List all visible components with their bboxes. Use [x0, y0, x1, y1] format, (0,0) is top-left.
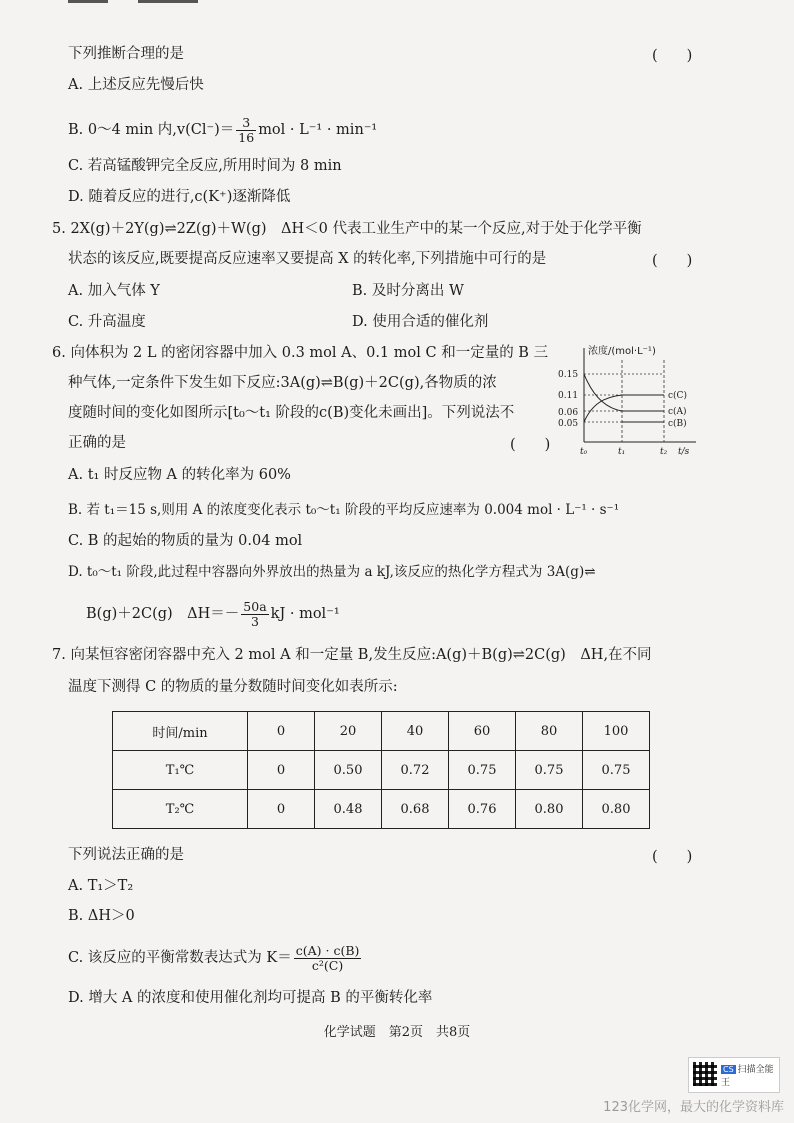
scanner-badge	[688, 1057, 780, 1093]
option-d-line2: B(g)＋2C(g) ΔH＝－ $\frac{50a}{3}$ kJ · mol⁻¹	[86, 598, 340, 629]
option-b: B. ΔH＞0	[68, 908, 135, 924]
x-axis-label: t/s	[678, 447, 690, 457]
question-prompt: 下列推断合理的是	[68, 46, 184, 62]
table-cell: 0.75	[583, 751, 650, 790]
table-cell: 0.80	[583, 790, 650, 829]
table-cell: 0	[248, 712, 315, 751]
label-c-B: c(B)	[668, 419, 687, 429]
option-b: B. 0～4 min 内,v(Cl⁻)＝ $\frac{3}{16}$ mol · L⁻¹ · min⁻¹	[68, 114, 378, 145]
answer-paren: ( )	[652, 253, 693, 269]
top-edge-marks	[60, 0, 220, 4]
option-d: D. 随着反应的进行,c(K⁺)逐渐降低	[68, 189, 291, 205]
table-cell: 0.75	[516, 751, 583, 790]
table-cell: 0.80	[516, 790, 583, 829]
option-c: C. B 的起始的物质的量为 0.04 mol	[68, 533, 303, 549]
x-tick-t1: t₁	[618, 447, 626, 457]
option-c: C. 升高温度	[68, 314, 146, 330]
badge-label: 扫描全能王	[721, 1065, 774, 1088]
answer-paren: ( )	[510, 437, 551, 453]
option-b: B. 若 t₁＝15 s,则用 A 的浓度变化表示 t₀～t₁ 阶段的平均反应速率为 0.004 mol · L⁻¹ · s⁻¹	[68, 502, 620, 518]
qr-code-icon	[693, 1062, 717, 1086]
question-5-line2: 状态的该反应,既要提高反应速率又要提高 X 的转化率,下列措施中可行的是	[68, 251, 547, 267]
table-cell: 80	[516, 712, 583, 751]
y-tick-0.15: 0.15	[558, 370, 579, 380]
fraction: $\frac{50a}{3}$	[243, 598, 267, 629]
table-row	[113, 790, 650, 829]
option-d: D. 使用合适的催化剂	[352, 314, 489, 330]
concentration-chart	[558, 342, 698, 460]
table-cell: T₁℃	[113, 751, 248, 790]
table-cell: 时间/min	[113, 712, 248, 751]
series-c-C	[584, 395, 664, 422]
question-5: 5. 2X(g)＋2Y(g)⇌2Z(g)＋W(g) ΔH＜0 代表工业生产中的某一个反应,对于处于化学平衡	[52, 221, 642, 237]
question-6-line4: 正确的是	[68, 435, 126, 451]
question-7-line2: 温度下测得 C 的物质的量分数随时间变化如表所示:	[68, 679, 398, 695]
fraction: $\frac{c(A) \cdot c(B)}{\text{c²(C)}}$	[295, 942, 360, 973]
table-cell: 100	[583, 712, 650, 751]
watermark: 123化学网，最大的化学资料库	[603, 1100, 784, 1115]
option-a: A. T₁＞T₂	[68, 878, 134, 894]
table-cell: 0	[248, 751, 315, 790]
data-table	[112, 711, 650, 829]
x-tick-t2: t₂	[660, 447, 668, 457]
label-c-C: c(C)	[668, 391, 687, 401]
table-cell: 0	[248, 790, 315, 829]
table-row	[113, 751, 650, 790]
option-c: C. 若高锰酸钾完全反应,所用时间为 8 min	[68, 158, 342, 174]
question-6: 6. 向体积为 2 L 的密闭容器中加入 0.3 mol A、0.1 mol C 和一定量的 B 三	[52, 345, 549, 361]
question-7: 7. 向某恒容密闭容器中充入 2 mol A 和一定量 B,发生反应:A(g)＋B(g)⇌2C(g) ΔH,在不同	[52, 647, 652, 663]
option-a: A. 加入气体 Y	[68, 283, 160, 299]
fraction: $\frac{3}{16}$	[238, 114, 255, 145]
x-tick-t0: t₀	[580, 447, 588, 457]
y-tick-0.05: 0.05	[558, 419, 579, 429]
table-cell: 0.68	[382, 790, 449, 829]
table-cell: 0.76	[449, 790, 516, 829]
label-c-A: c(A)	[668, 407, 687, 417]
cs-logo-icon: CS	[723, 1065, 734, 1074]
y-axis-label: 浓度/(mol·L⁻¹)	[588, 346, 656, 357]
option-c: C. 该反应的平衡常数表达式为 K＝ $\frac{c(A) \cdot c(B)}{\text{c²(C)}}$	[68, 942, 360, 973]
question-6-line2: 种气体,一定条件下发生如下反应:3A(g)⇌B(g)＋2C(g),各物质的浓	[68, 375, 497, 391]
table-cell: 0.72	[382, 751, 449, 790]
question-prompt: 下列说法正确的是	[68, 847, 184, 863]
option-b: B. 及时分离出 W	[352, 283, 464, 299]
answer-paren: ( )	[652, 48, 693, 64]
table-cell: 20	[315, 712, 382, 751]
table-header-row	[113, 712, 650, 751]
y-tick-0.06: 0.06	[558, 408, 579, 418]
option-d: D. t₀～t₁ 阶段,此过程中容器向外界放出的热量为 a kJ,该反应的热化学方程式为 3A(g)⇌	[68, 564, 596, 580]
table-cell: 60	[449, 712, 516, 751]
question-6-line3: 度随时间的变化如图所示[t₀～t₁ 阶段的c(B)变化未画出]。下列说法不	[68, 405, 515, 421]
table-cell: 0.50	[315, 751, 382, 790]
table-cell: 40	[382, 712, 449, 751]
table-cell: 0.48	[315, 790, 382, 829]
y-tick-0.11: 0.11	[558, 391, 579, 401]
option-a: A. 上述反应先慢后快	[68, 77, 204, 93]
table-cell: 0.75	[449, 751, 516, 790]
option-d: D. 增大 A 的浓度和使用催化剂均可提高 B 的平衡转化率	[68, 990, 433, 1006]
answer-paren: ( )	[652, 849, 693, 865]
option-a: A. t₁ 时反应物 A 的转化率为 60%	[68, 467, 291, 483]
page-footer: 化学试题 第2页 共8页	[323, 1025, 471, 1040]
table-cell: T₂℃	[113, 790, 248, 829]
